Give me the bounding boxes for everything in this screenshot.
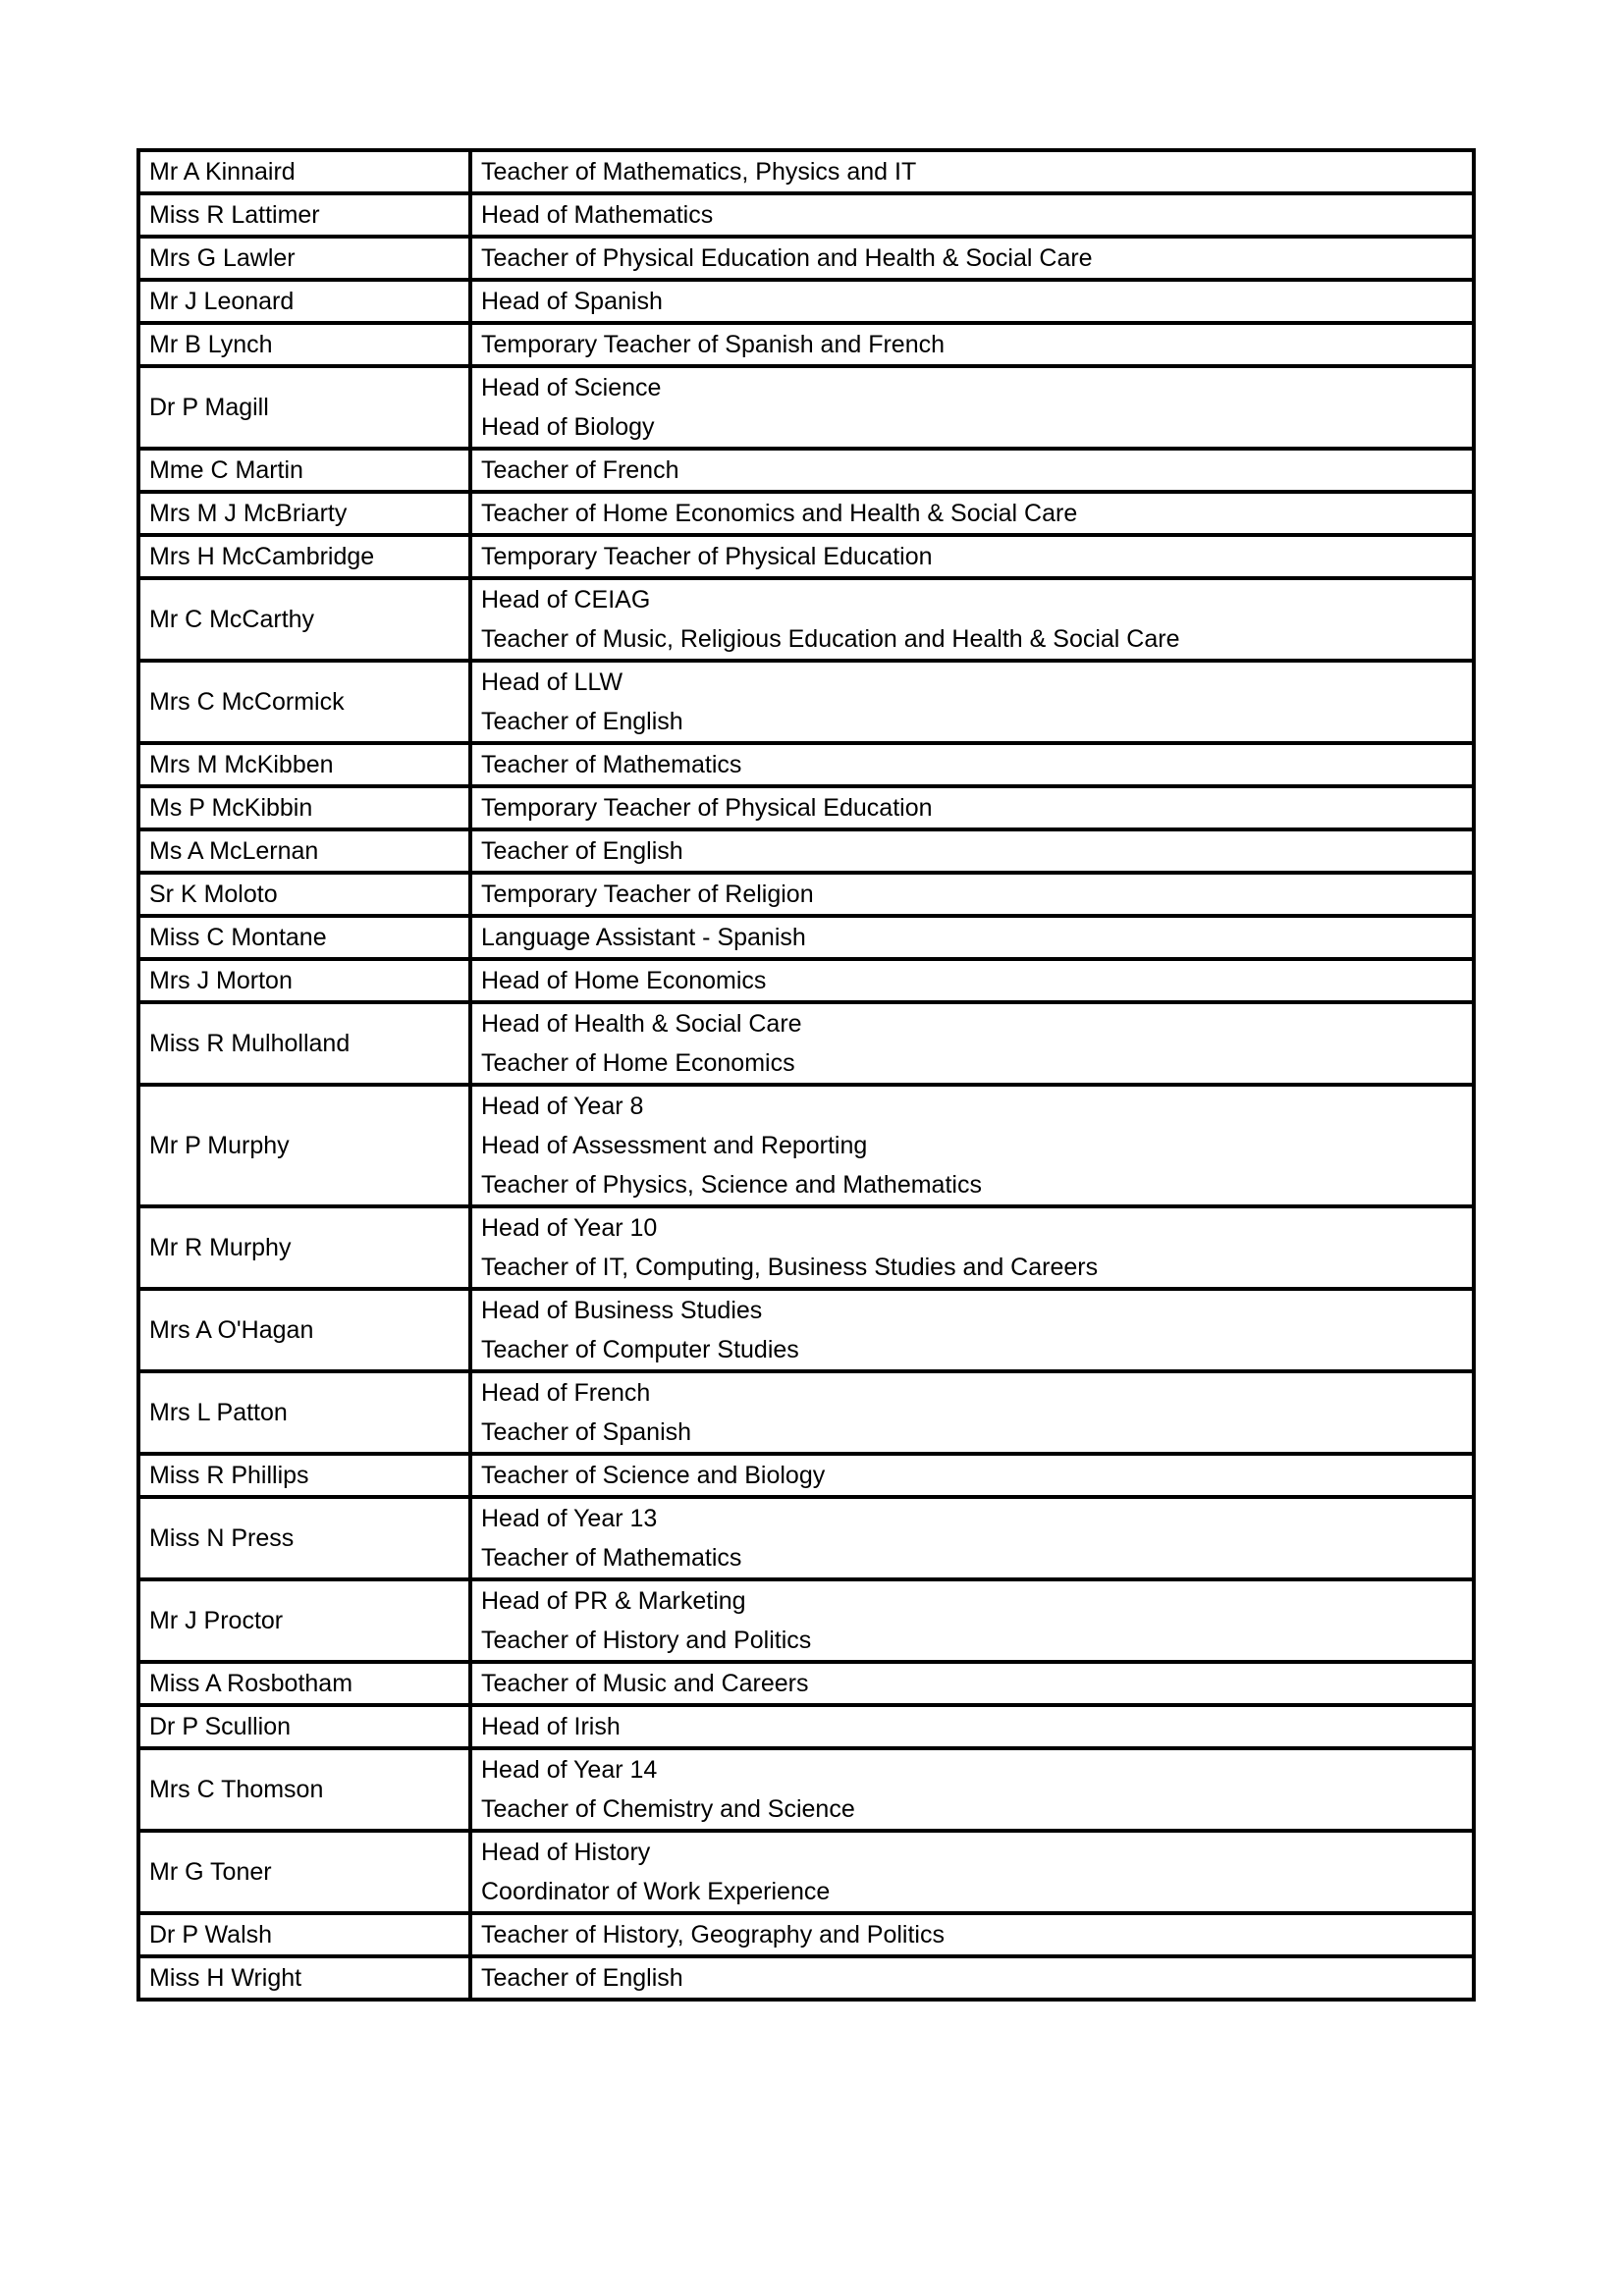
staff-role-line: Head of Biology: [481, 413, 655, 441]
staff-roles-cell: [470, 150, 1474, 193]
staff-roles-cell: [470, 535, 1474, 578]
staff-name-cell: [138, 280, 470, 323]
staff-role-line: Head of History: [481, 1839, 651, 1866]
staff-role-line: Coordinator of Work Experience: [481, 1878, 831, 1905]
staff-roles-cell: [470, 786, 1474, 829]
table-row: [138, 150, 1474, 193]
staff-role-line: Teacher of English: [481, 837, 683, 865]
staff-role-line: Teacher of Chemistry and Science: [481, 1795, 855, 1823]
staff-name-cell: [138, 786, 470, 829]
staff-roles-cell: [470, 1748, 1474, 1831]
staff-roles-cell: [470, 323, 1474, 366]
staff-name: Ms A McLernan: [149, 837, 319, 865]
staff-role-line: Temporary Teacher of Physical Education: [481, 543, 933, 570]
staff-name-cell: [138, 150, 470, 193]
staff-name: Ms P McKibbin: [149, 794, 313, 822]
staff-name-cell: [138, 916, 470, 959]
staff-name: Dr P Scullion: [149, 1713, 292, 1740]
staff-name: Mme C Martin: [149, 456, 303, 484]
staff-name: Mrs H McCambridge: [149, 543, 375, 570]
staff-roles-cell: [470, 578, 1474, 661]
staff-role-line: Head of Year 13: [481, 1505, 658, 1532]
staff-roles-cell: [470, 366, 1474, 449]
staff-role-line: Teacher of French: [481, 456, 679, 484]
table-row: [138, 661, 1474, 743]
table-row: [138, 743, 1474, 786]
staff-roles-cell: [470, 492, 1474, 535]
staff-roles-cell: [470, 1206, 1474, 1289]
staff-name: Mrs L Patton: [149, 1399, 288, 1426]
staff-roles-cell: [470, 743, 1474, 786]
staff-name: Miss A Rosbotham: [149, 1670, 353, 1697]
staff-name-cell: [138, 1002, 470, 1085]
staff-role-line: Head of LLW: [481, 668, 623, 696]
table-row: [138, 1748, 1474, 1831]
staff-name-cell: [138, 1748, 470, 1831]
table-row: [138, 449, 1474, 492]
staff-role-line: Teacher of English: [481, 1964, 683, 1992]
staff-role-line: Teacher of Mathematics: [481, 1544, 742, 1572]
staff-table: [136, 148, 1476, 2002]
staff-role-line: Head of Year 8: [481, 1093, 644, 1120]
staff-name-cell: [138, 1454, 470, 1497]
staff-role-line: Head of Home Economics: [481, 967, 767, 994]
table-row: [138, 1371, 1474, 1454]
staff-name: Mr A Kinnaird: [149, 158, 296, 186]
staff-name: Mrs C McCormick: [149, 688, 345, 716]
staff-role-line: Teacher of Mathematics: [481, 751, 742, 778]
staff-name-cell: [138, 1662, 470, 1705]
staff-roles-cell: [470, 873, 1474, 916]
staff-role-line: Teacher of Music, Religious Education and Health & Social Care: [481, 625, 1180, 653]
staff-name-cell: [138, 1913, 470, 1956]
staff-role-line: Head of PR & Marketing: [481, 1587, 746, 1615]
staff-role-line: Teacher of Science and Biology: [481, 1462, 826, 1489]
staff-roles-cell: [470, 661, 1474, 743]
staff-name-cell: [138, 492, 470, 535]
staff-roles-cell: [470, 1085, 1474, 1206]
staff-name-cell: [138, 829, 470, 873]
staff-name-cell: [138, 237, 470, 280]
staff-role-line: Head of Spanish: [481, 288, 663, 315]
table-row: [138, 786, 1474, 829]
staff-role-line: Teacher of Spanish: [481, 1418, 692, 1446]
table-row: [138, 535, 1474, 578]
staff-role-line: Head of French: [481, 1379, 651, 1407]
staff-name-cell: [138, 1497, 470, 1579]
staff-name: Mrs M McKibben: [149, 751, 334, 778]
table-row: [138, 366, 1474, 449]
staff-roles-cell: [470, 1289, 1474, 1371]
staff-name: Mr B Lynch: [149, 331, 273, 358]
staff-role-line: Head of Year 14: [481, 1756, 658, 1784]
staff-roles-cell: [470, 829, 1474, 873]
table-row: [138, 193, 1474, 237]
staff-name-cell: [138, 1206, 470, 1289]
staff-roles-cell: [470, 959, 1474, 1002]
table-row: [138, 1662, 1474, 1705]
staff-roles-cell: [470, 449, 1474, 492]
staff-name-cell: [138, 323, 470, 366]
staff-role-line: Teacher of IT, Computing, Business Studies and Careers: [481, 1254, 1099, 1281]
staff-name: Mrs A O'Hagan: [149, 1316, 314, 1344]
staff-role-line: Teacher of Home Economics: [481, 1049, 795, 1077]
staff-role-line: Teacher of Music and Careers: [481, 1670, 809, 1697]
staff-name-cell: [138, 1579, 470, 1662]
staff-name: Mr G Toner: [149, 1858, 272, 1886]
staff-name-cell: [138, 535, 470, 578]
staff-name-cell: [138, 1371, 470, 1454]
table-row: [138, 1206, 1474, 1289]
staff-roles-cell: [470, 1579, 1474, 1662]
staff-role-line: Head of CEIAG: [481, 586, 651, 614]
table-row: [138, 829, 1474, 873]
staff-roles-cell: [470, 280, 1474, 323]
staff-name-cell: [138, 1705, 470, 1748]
staff-name: Miss N Press: [149, 1524, 295, 1552]
staff-roles-cell: [470, 193, 1474, 237]
staff-role-line: Teacher of Physical Education and Health & Social Care: [481, 244, 1093, 272]
staff-name-cell: [138, 366, 470, 449]
table-row: [138, 1085, 1474, 1206]
staff-role-line: Teacher of Mathematics, Physics and IT: [481, 158, 917, 186]
staff-roles-cell: [470, 1705, 1474, 1748]
staff-name-cell: [138, 1956, 470, 2000]
staff-role-line: Head of Business Studies: [481, 1297, 763, 1324]
staff-name-cell: [138, 578, 470, 661]
staff-name: Miss H Wright: [149, 1964, 302, 1992]
staff-role-line: Temporary Teacher of Spanish and French: [481, 331, 946, 358]
table-row: [138, 1002, 1474, 1085]
staff-name: Miss R Phillips: [149, 1462, 309, 1489]
staff-role-line: Head of Mathematics: [481, 201, 714, 229]
table-row: [138, 1579, 1474, 1662]
staff-role-line: Temporary Teacher of Physical Education: [481, 794, 933, 822]
staff-name: Miss R Lattimer: [149, 201, 320, 229]
staff-name: Mr P Murphy: [149, 1132, 290, 1159]
staff-roles-cell: [470, 1831, 1474, 1913]
staff-role-line: Teacher of Physics, Science and Mathematics: [481, 1171, 982, 1199]
staff-name: Miss R Mulholland: [149, 1030, 351, 1057]
staff-name-cell: [138, 449, 470, 492]
staff-roles-cell: [470, 237, 1474, 280]
staff-role-line: Teacher of History, Geography and Politics: [481, 1921, 945, 1949]
staff-roles-cell: [470, 1371, 1474, 1454]
staff-role-line: Head of Irish: [481, 1713, 621, 1740]
staff-name: Mr J Proctor: [149, 1607, 284, 1634]
staff-name-cell: [138, 1831, 470, 1913]
staff-roles-cell: [470, 1497, 1474, 1579]
table-row: [138, 492, 1474, 535]
staff-name: Mr R Murphy: [149, 1234, 292, 1261]
staff-name: Dr P Walsh: [149, 1921, 273, 1949]
staff-role-line: Teacher of History and Politics: [481, 1627, 812, 1654]
staff-roles-cell: [470, 1956, 1474, 2000]
table-row: [138, 873, 1474, 916]
staff-name-cell: [138, 959, 470, 1002]
staff-name-cell: [138, 743, 470, 786]
staff-role-line: Teacher of English: [481, 708, 683, 735]
table-row: [138, 1913, 1474, 1956]
staff-roles-cell: [470, 1454, 1474, 1497]
table-row: [138, 1497, 1474, 1579]
staff-role-line: Head of Year 10: [481, 1214, 658, 1242]
staff-role-line: Head of Assessment and Reporting: [481, 1132, 868, 1159]
staff-table-body: [138, 150, 1474, 2000]
staff-name: Dr P Magill: [149, 394, 269, 421]
staff-name: Mr J Leonard: [149, 288, 295, 315]
staff-name-cell: [138, 661, 470, 743]
table-row: [138, 916, 1474, 959]
staff-role-line: Head of Science: [481, 374, 662, 401]
table-row: [138, 1289, 1474, 1371]
table-row: [138, 578, 1474, 661]
table-row: [138, 1831, 1474, 1913]
table-row: [138, 1454, 1474, 1497]
staff-name: Sr K Moloto: [149, 881, 278, 908]
table-row: [138, 323, 1474, 366]
staff-role-line: Teacher of Home Economics and Health & Social Care: [481, 500, 1078, 527]
staff-role-line: Temporary Teacher of Religion: [481, 881, 814, 908]
staff-roles-cell: [470, 916, 1474, 959]
staff-name: Mrs C Thomson: [149, 1776, 324, 1803]
staff-name: Miss C Montane: [149, 924, 327, 951]
staff-name-cell: [138, 193, 470, 237]
staff-name: Mrs M J McBriarty: [149, 500, 348, 527]
staff-name: Mrs J Morton: [149, 967, 293, 994]
table-row: [138, 1956, 1474, 2000]
staff-name: Mr C McCarthy: [149, 606, 315, 633]
staff-role-line: Teacher of Computer Studies: [481, 1336, 799, 1363]
table-row: [138, 1705, 1474, 1748]
table-row: [138, 237, 1474, 280]
staff-roles-cell: [470, 1002, 1474, 1085]
staff-name-cell: [138, 1289, 470, 1371]
staff-name-cell: [138, 1085, 470, 1206]
table-row: [138, 959, 1474, 1002]
staff-role-line: Language Assistant - Spanish: [481, 924, 806, 951]
table-row: [138, 280, 1474, 323]
staff-role-line: Head of Health & Social Care: [481, 1010, 802, 1038]
staff-roles-cell: [470, 1662, 1474, 1705]
staff-name: Mrs G Lawler: [149, 244, 296, 272]
staff-name-cell: [138, 873, 470, 916]
staff-roles-cell: [470, 1913, 1474, 1956]
